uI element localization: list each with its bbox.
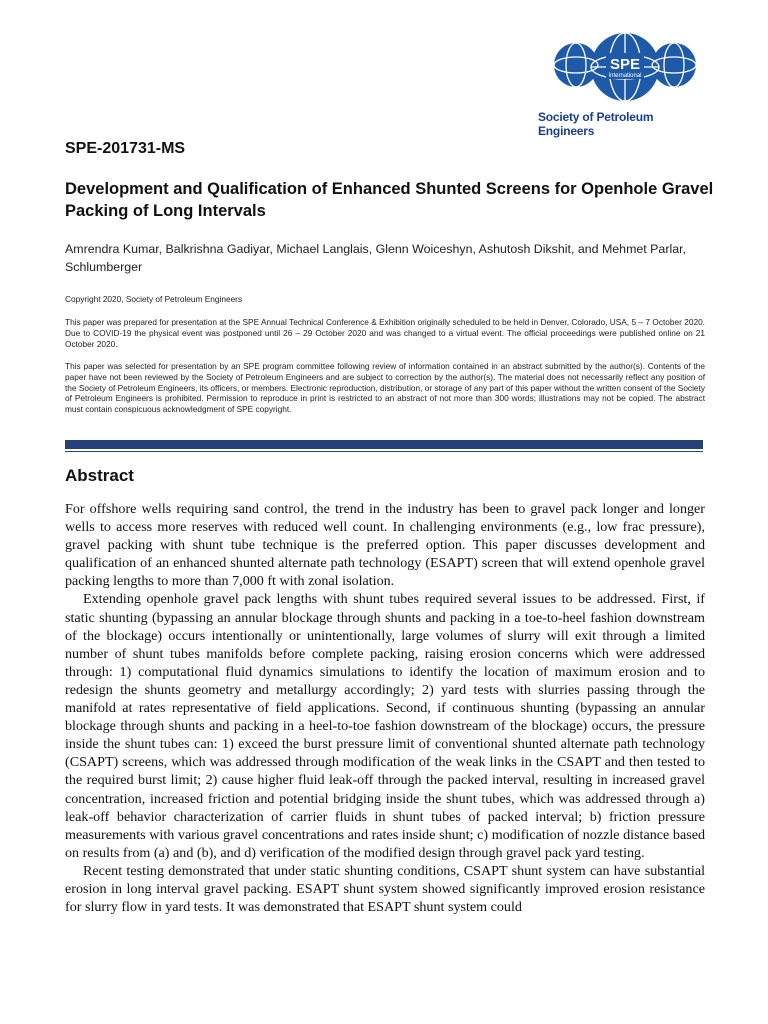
preparation-notice: This paper was prepared for presentation at the SPE Annual Technical Conference & Exhibition originally scheduled to be held in Denver, Colorado, USA, 5 – 7 October 2020. Due to COVID-19 the physical event was postponed until 26 – 29 October 2020 and was changed to a virtual event. The official proceedings were published online on 21 October 2020.: [65, 317, 705, 349]
selection-notice: This paper was selected for presentation by an SPE program committee following review of information contained in an abstract submitted by the author(s). Contents of the paper have not been reviewed by the Society of Petroleum Engineers and are subject to correction by the author(s). The material does not necessarily reflect any position of the Society of Petroleum Engineers, its officers, or members. Electronic reproduction, distribution, or storage of any part of this paper without the written consent of the Society of Petroleum Engineers is prohibited. Permission to reproduce in print is restricted to an abstract of not more than 300 words; illustrations may not be copied. The abstract must contain conspicuous acknowledgment of SPE copyright.: [65, 361, 705, 415]
paper-title: Development and Qualification of Enhanced Shunted Screens for Openhole Gravel Packing of Long Intervals: [65, 180, 714, 220]
abstract-body: [65, 500, 705, 916]
abstract-heading: Abstract: [65, 466, 134, 485]
spe-logo: [538, 31, 708, 138]
logo-globe-text: SPE: [609, 56, 641, 73]
author-list: Amrendra Kumar, Balkrishna Gadiyar, Michael Langlais, Glenn Woiceshyn, Ashutosh Dikshit, and Mehmet Parlar, Schlumberger: [65, 242, 686, 274]
section-divider-thin: [65, 451, 703, 452]
abstract-paragraph: Recent testing demonstrated that under static shunting conditions, CSAPT shunt system can have substantial erosion in long interval gravel packing. ESAPT shunt system showed significantly improved erosion resistance for slurry flow in yard tests. It was demonstrated that ESAPT shunt system could: [65, 862, 705, 916]
logo-org-name: Society of Petroleum Engineers: [538, 110, 654, 138]
copyright-notice: Copyright 2020, Society of Petroleum Engineers: [65, 294, 243, 304]
abstract-paragraph: For offshore wells requiring sand control, the trend in the industry has been to gravel pack longer and longer wells to access more reserves with reduced well count. In challenging environments (e.g., low frac pressure), gravel packing with shunt tube technique is the preferred option. This paper discusses development and qualification of an enhanced shunted alternate path technology (ESAPT) screen that will extend openhole gravel packing lengths to more than 7,000 ft with zonal isolation.: [65, 501, 705, 590]
document-id: SPE-201731-MS: [65, 140, 186, 157]
abstract-paragraph: Extending openhole gravel pack lengths with shunt tubes required several issues to be addressed. First, if static shunting (bypassing an annular blockage through shunts and packing in a toe-to-heel fashion downstream of the blockage) occurs intentionally or unintentionally, large volumes of slurry will exit through a limited number of shunt tubes manifolds before complete packing, raising erosion concerns which were addressed through: 1) computational fluid dynamics simulations to identify the location of maximum erosion and to redesign the shunts geometry and metallurgy accordingly; 2) yard tests with slurries passing through the manifold at rates representative of field applications. Second, if continuous shunting (bypassing an annular blockage through shunts and packing in a heel-to-toe fashion downstream of the blockage) occurs, the pressure inside the shunt tubes can: 1) exceed the burst pressure limit of conventional shunted alternate path technology (CSAPT) screens, which was addressed through modification of the weak links in the CSAPT and then tested to the required burst limit; 2) cause higher fluid leak-off through the packed interval, resulting in increased gravel concentration, increased friction and potential bridging inside the shunt tubes, which was addressed through a) leak-off behavior characterization of carrier fluids in shunt tubes of packed interval; b) friction pressure measurements with various gravel concentrations and rates inside shunt; c) modification of nozzle distance based on results from (a) and (b), and d) verification of the modified design through gravel pack yard testing.: [65, 591, 705, 861]
logo-globe-subtext: International: [608, 73, 642, 79]
section-divider: [65, 440, 703, 449]
globe-icon: [554, 31, 696, 103]
